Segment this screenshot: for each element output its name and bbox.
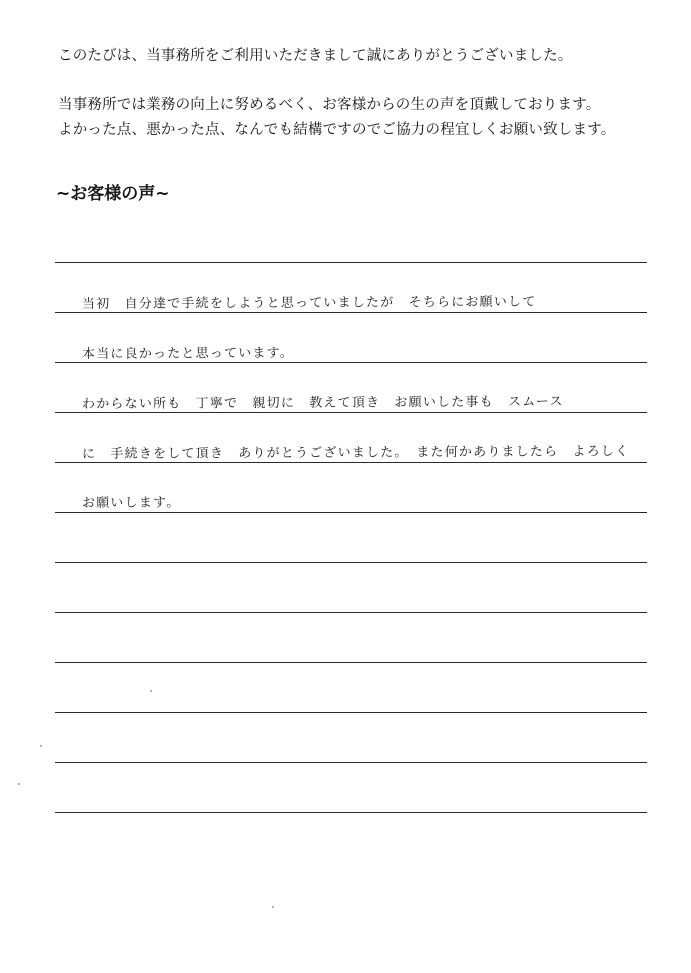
section-title: ~お客様の声~ [56, 184, 170, 204]
ruled-line [55, 262, 647, 263]
ruled-line [55, 812, 647, 813]
ruled-line [55, 612, 647, 613]
ruled-line [55, 362, 647, 363]
ruled-line [55, 412, 647, 413]
ruled-line [55, 662, 647, 663]
ruled-line [55, 312, 647, 313]
handwritten-line-4: に 手続きをして頂き ありがとうございました。 また何かありましたら よろしく [81, 444, 630, 462]
ruled-line [55, 512, 647, 513]
scan-speck [18, 783, 20, 785]
scan-speck [150, 690, 152, 692]
intro-line-1: このたびは、当事務所をご利用いただきまして誠にありがとうございました。 [58, 48, 573, 64]
ruled-line [55, 462, 647, 463]
handwritten-line-2: 本当に良かったと思っています。 [81, 345, 295, 362]
intro-line-2: 当事務所では業務の向上に努めるべく、お客様からの生の声を頂戴しております。 [58, 97, 601, 113]
ruled-line [55, 562, 647, 563]
intro-line-3: よかった点、悪かった点、なんでも結構ですのでご協力の程宜しくお願い致します。 [58, 122, 616, 138]
ruled-line [55, 762, 647, 763]
scan-speck [40, 745, 42, 747]
handwritten-line-5: お願いします。 [81, 495, 181, 511]
ruled-line [55, 712, 647, 713]
handwritten-line-3: わからない所も 丁寧で 親切に 教えて頂き お願いした事も スムース [81, 394, 564, 412]
scan-speck [272, 906, 274, 908]
handwritten-line-1: 当初 自分達で手続をしようと思っていましたが そちらにお願いして [81, 294, 537, 312]
